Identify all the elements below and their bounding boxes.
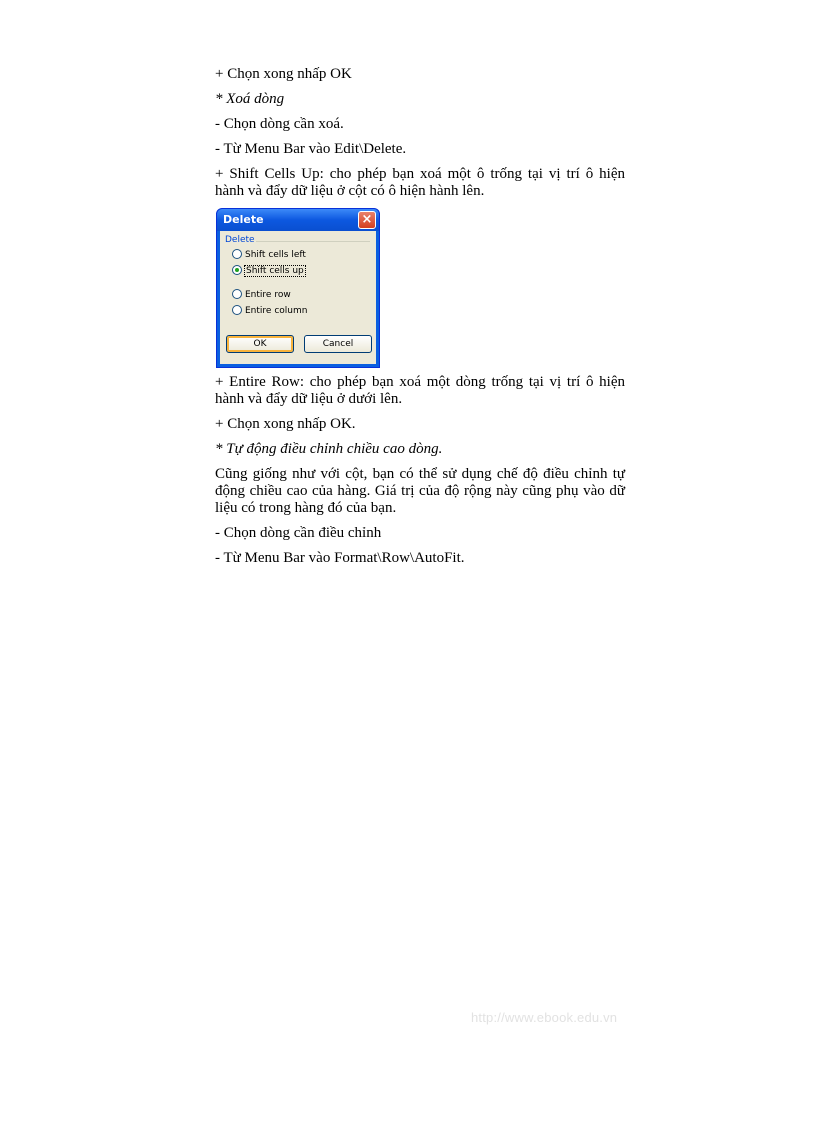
radio-shift-cells-up[interactable] <box>232 265 305 278</box>
paragraph-menu-format-row-autofit: - Từ Menu Bar vào Format\Row\AutoFit. <box>215 550 465 566</box>
document-page <box>215 66 625 575</box>
radio-label: Shift cells left <box>245 250 306 260</box>
radio-label: Entire column <box>245 306 308 316</box>
dialog-body <box>220 231 376 364</box>
radio-shift-cells-left[interactable] <box>232 249 306 262</box>
group-divider <box>256 241 370 242</box>
radio-entire-row[interactable] <box>232 289 291 302</box>
watermark-url: http://www.ebook.edu.vn <box>471 1010 618 1025</box>
paragraph-select-row-adjust: - Chọn dòng cần điều chỉnh <box>215 525 382 541</box>
group-label: Delete <box>225 235 255 245</box>
close-icon[interactable]: × <box>358 211 376 229</box>
paragraph-entire-row: + Entire Row: cho phép bạn xoá một dòng trống tại vị trí ô hiện hành và đẩy dữ liệu ở dưới lên. <box>215 374 625 407</box>
radio-checked-icon[interactable] <box>232 265 242 275</box>
paragraph-select-row: - Chọn dòng cần xoá. <box>215 116 344 132</box>
radio-entire-column[interactable] <box>232 305 307 318</box>
radio-label: Shift cells up <box>246 266 304 276</box>
radio-label: Entire row <box>245 290 291 300</box>
paragraph-autofit-description: Cũng giống như với cột, bạn có thể sử dụng chế độ điều chỉnh tự động chiều cao của hàng. Giá trị của độ rộng này cũng phụ vào dữ liệu có trong hàng đó của bạn. <box>215 466 625 516</box>
heading-autofit-row-height: * Tự động điều chỉnh chiều cao dòng. <box>215 441 443 457</box>
dialog-titlebar <box>217 209 379 231</box>
radio-icon[interactable] <box>232 305 242 315</box>
dialog-title: Delete <box>223 213 264 226</box>
ok-button[interactable]: OK <box>226 335 294 353</box>
paragraph-choose-ok-1: + Chọn xong nhấp OK <box>215 66 352 82</box>
radio-icon[interactable] <box>232 289 242 299</box>
cancel-button[interactable]: Cancel <box>304 335 372 353</box>
paragraph-shift-cells-up: + Shift Cells Up: cho phép bạn xoá một ô trống tại vị trí ô hiện hành và đẩy dữ liệu ở cột có ô hiện hành lên. <box>215 166 625 199</box>
delete-dialog <box>216 208 380 368</box>
heading-delete-row: * Xoá dòng <box>215 91 285 107</box>
radio-icon[interactable] <box>232 249 242 259</box>
paragraph-choose-ok-2: + Chọn xong nhấp OK. <box>215 416 356 432</box>
paragraph-menu-edit-delete: - Từ Menu Bar vào Edit\Delete. <box>215 141 407 157</box>
